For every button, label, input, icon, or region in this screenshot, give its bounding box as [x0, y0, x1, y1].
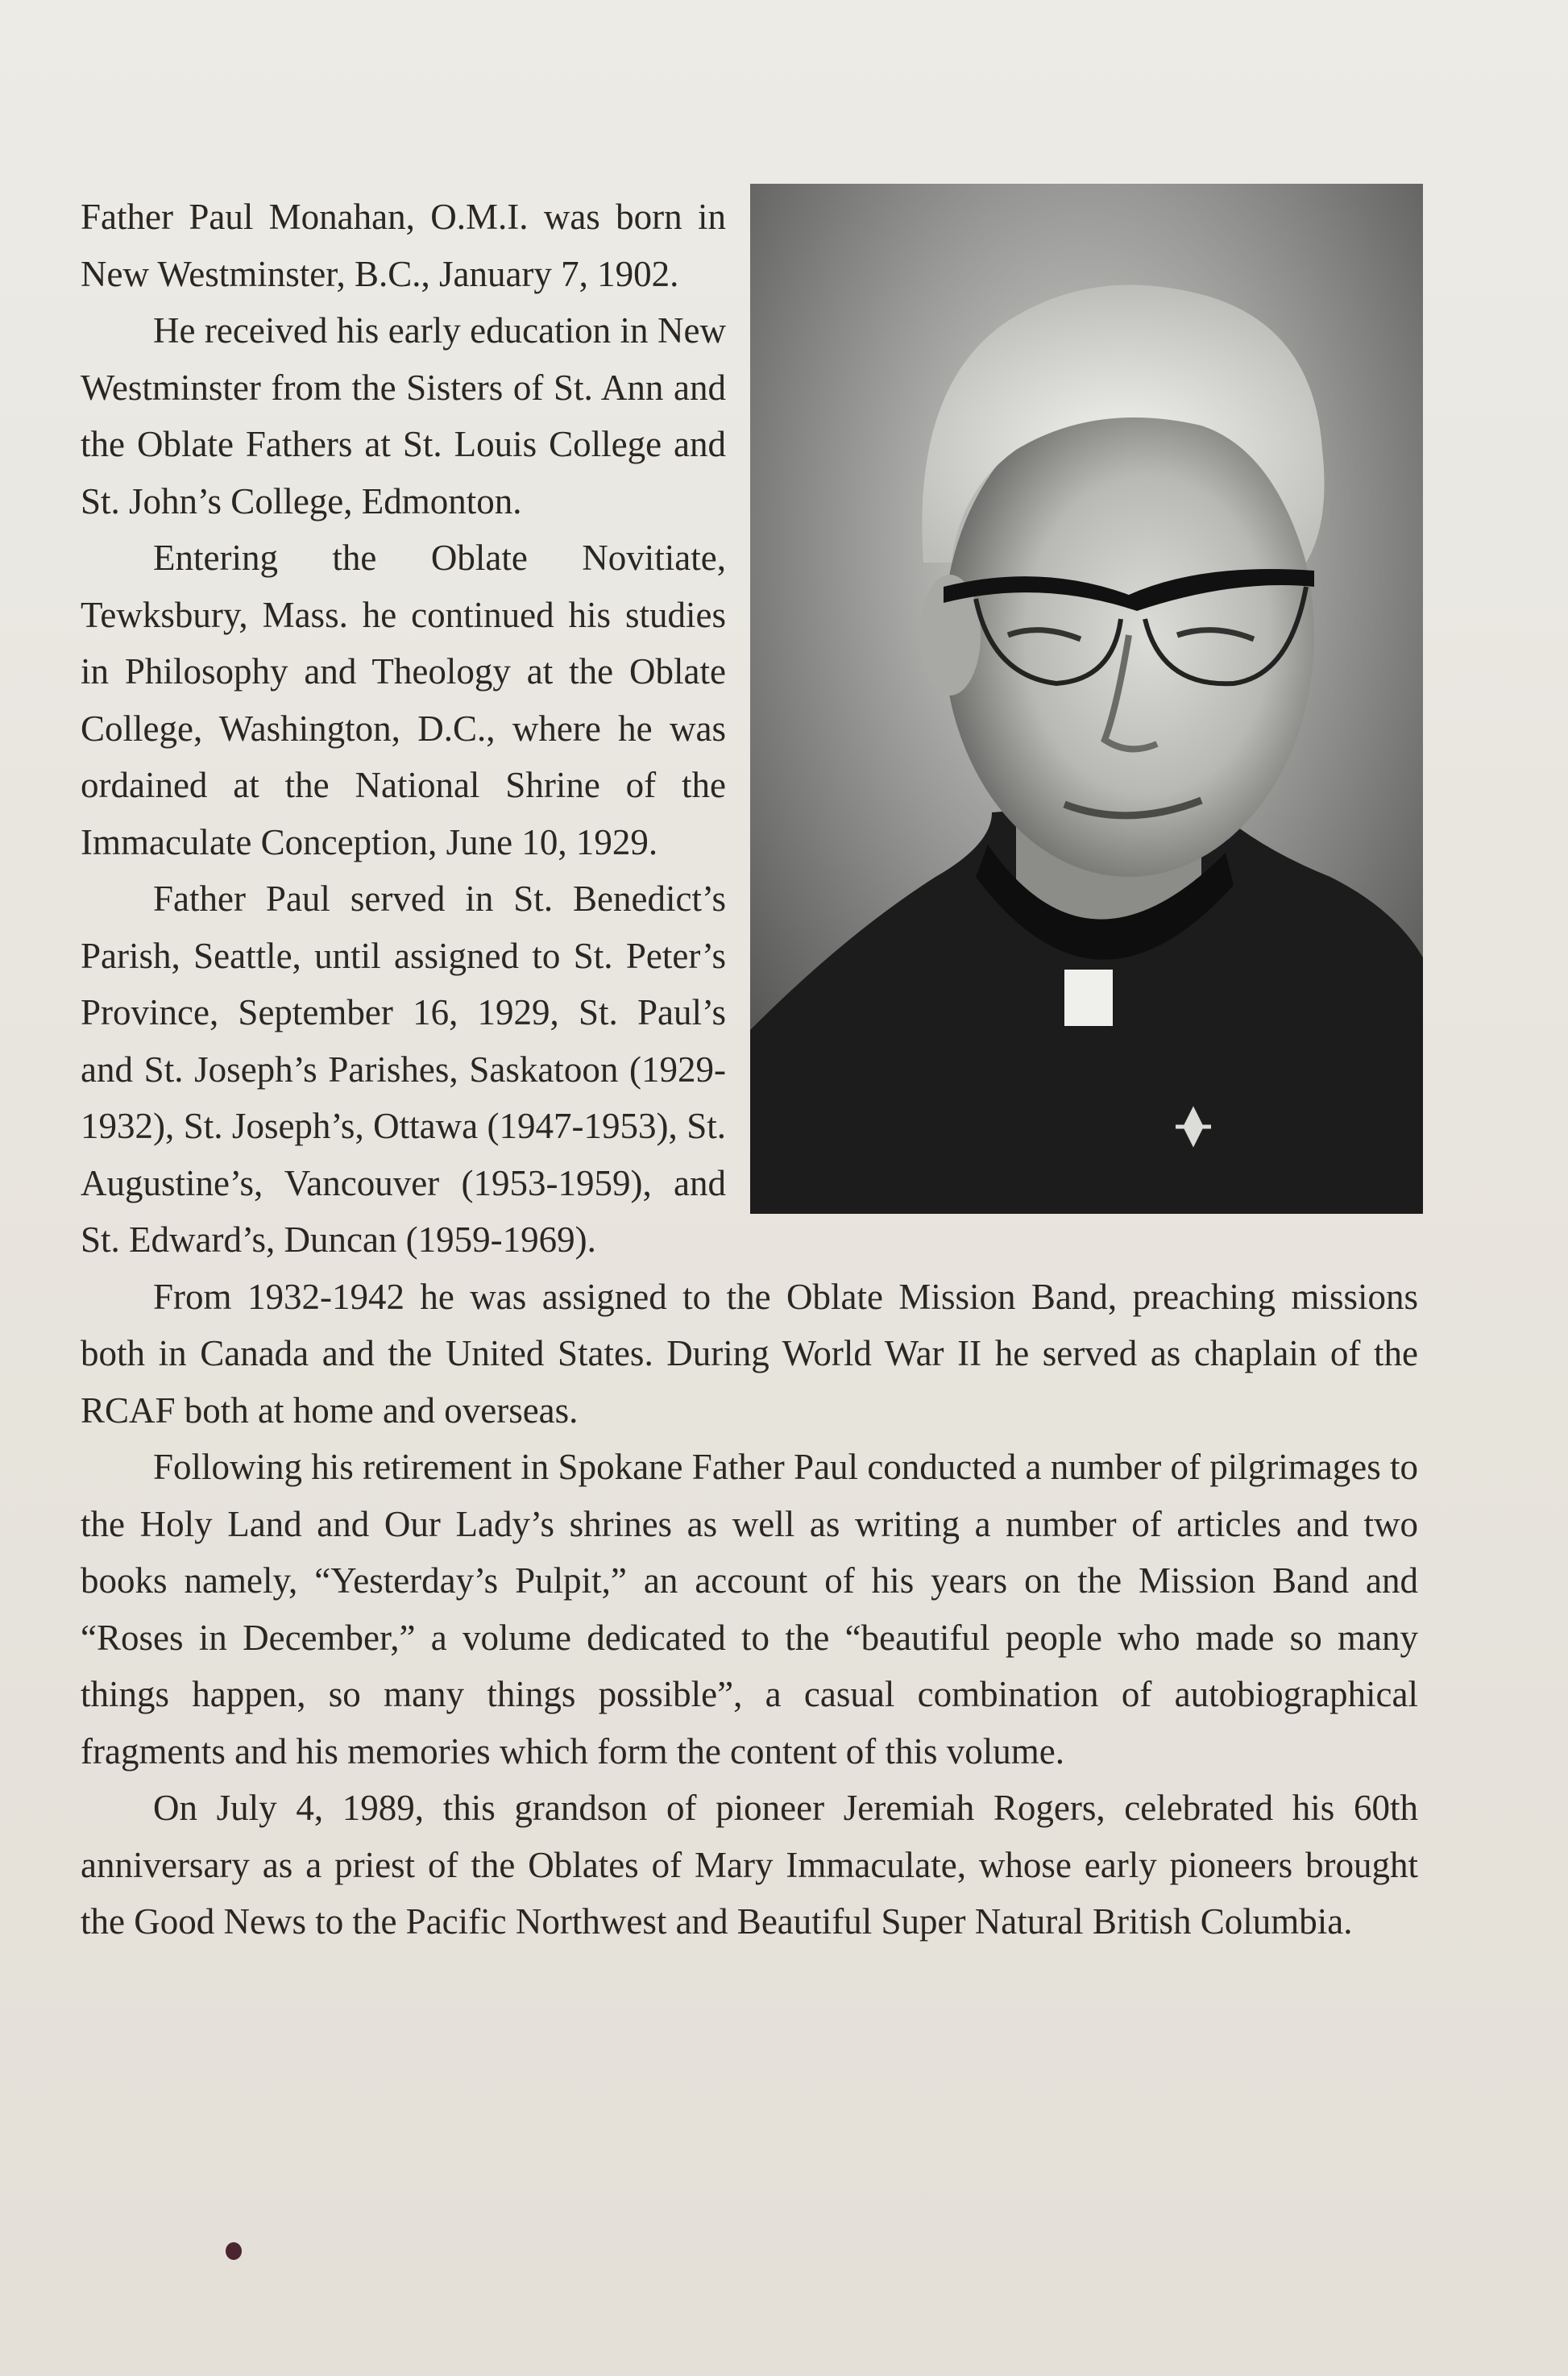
paragraph-mission-band: From 1932-1942 he was assigned to the Oblate Mission Band, preaching missions both in Canada and the United States. During World War II he served as chaplain of the RCAF both at home and overseas. — [81, 1276, 1418, 1431]
paragraph-ordination: Entering the Oblate Novitiate, Tewksbury, Mass. he continued his studies in Philosophy and Theology at the Oblate College, Washington, D.C., where he was ordained at the National Shrine of the Immaculate Conception, June 10, 1929. — [81, 538, 726, 862]
paragraph-retirement: Following his retirement in Spokane Father Paul conducted a number of pilgrimages to the Holy Land and Our Lady’s shrines as well as writing a number of articles and two books namely, “Yesterday’s Pulpit,” an account of his years on the Mission Band and “Roses in December,” a volume dedicated to the “beautiful people who made so many things happen, so many things possible”, a casual combination of autobiographical fragments and his memories which form the content of this volume. — [81, 1447, 1418, 1772]
paragraph-birth: Father Paul Monahan, O.M.I. was born in New Westminster, B.C., January 7, 1902. — [81, 197, 726, 294]
biography-text — [81, 189, 1418, 1950]
priest-portrait-icon — [750, 184, 1423, 1214]
portrait-photo — [750, 184, 1423, 1214]
paragraph-education: He received his early education in New Westminster from the Sisters of St. Ann and the Oblate Fathers at St. Louis College and St. John’s College, Edmonton. — [81, 310, 726, 521]
paragraph-anniversary: On July 4, 1989, this grandson of pioneer Jeremiah Rogers, celebrated his 60th anniversary as a priest of the Oblates of Mary Immaculate, whose early pioneers brought the Good News to the Pacific Northwest and Beautiful Super Natural British Columbia. — [81, 1788, 1418, 1942]
ink-dot — [226, 2242, 242, 2260]
paragraph-parishes: Father Paul served in St. Benedict’s Parish, Seattle, until assigned to St. Peter’s Province, September 16, 1929, St. Paul’s and St. Joseph’s Parishes, Saskatoon (1929-1932), St. Joseph’s, Ottawa (1947-1953), St. Augustine’s, Vancouver (1953-1959), and St. Edward’s, Duncan (1959-1969). — [81, 879, 726, 1260]
